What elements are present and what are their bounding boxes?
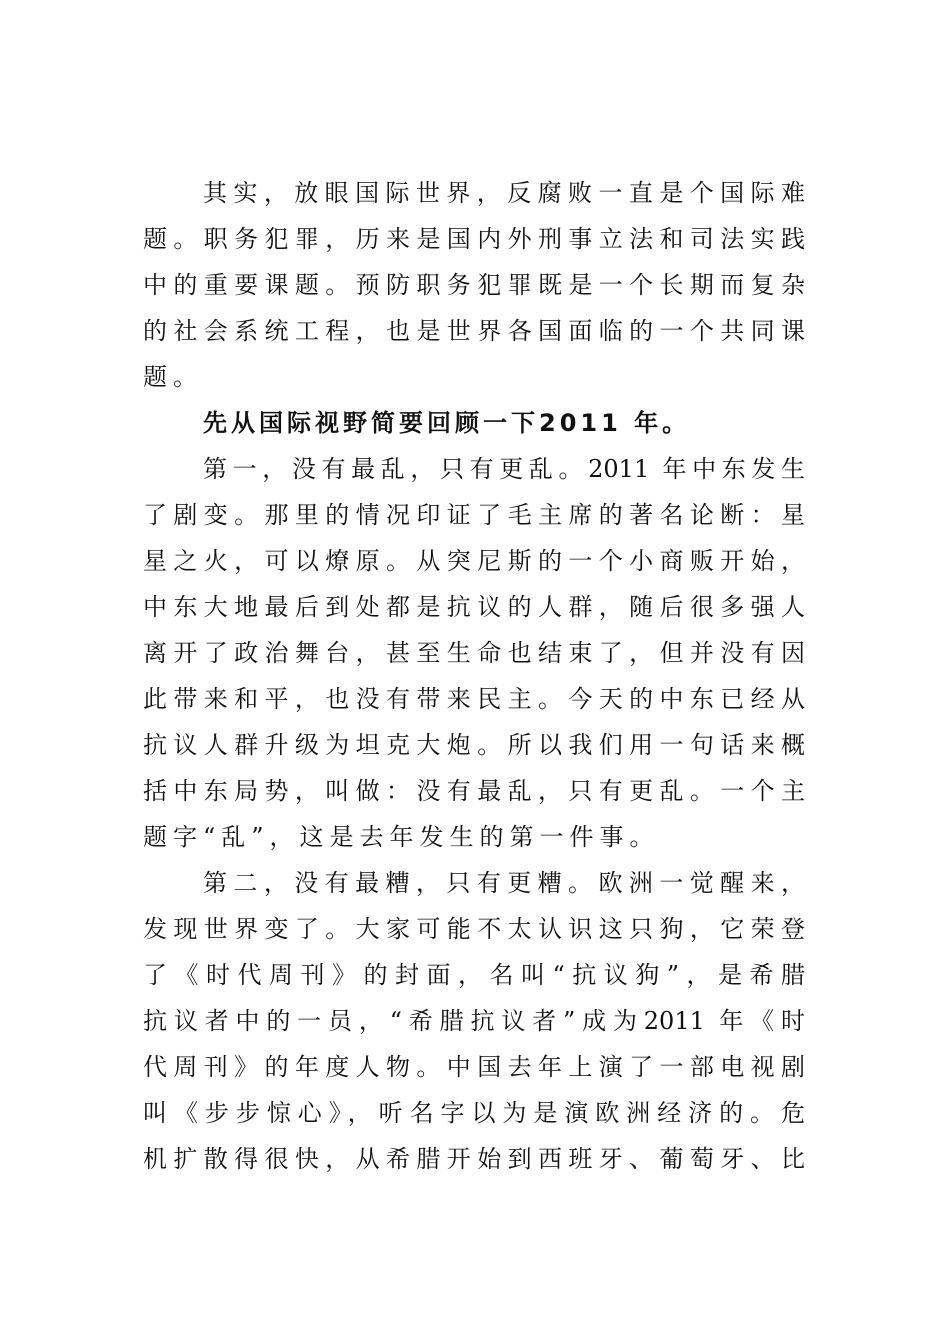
paragraph-3-line-8: 括中东局势，叫做：没有最乱，只有更乱。一个主 bbox=[143, 777, 805, 805]
paragraph-4-line-7: 机扩散得很快，从希腊开始到西班牙、葡萄牙、比 bbox=[143, 1145, 805, 1173]
paragraph-3-line-6: 此带来和平，也没有带来民主。今天的中东已经从 bbox=[143, 685, 805, 713]
paragraph-3-line-9: 题字“乱”，这是去年发生的第一件事。 bbox=[143, 823, 660, 851]
paragraph-4-line-5: 代周刊》的年度人物。中国去年上演了一部电视剧 bbox=[143, 1053, 805, 1081]
paragraph-1-line-5: 题。 bbox=[143, 363, 203, 391]
paragraph-1-line-1: 其实，放眼国际世界，反腐败一直是个国际难 bbox=[203, 179, 805, 207]
paragraph-4-line-4: 抗议者中的一员，“希腊抗议者”成为2011 年《时 bbox=[143, 1007, 805, 1035]
paragraph-4-line-3: 了《时代周刊》的封面，名叫“抗议狗”，是希腊 bbox=[143, 961, 805, 989]
paragraph-3-line-2: 了剧变。那里的情况印证了毛主席的著名论断：星 bbox=[143, 501, 805, 529]
paragraph-4-line-6: 叫《步步惊心》，听名字以为是演欧洲经济的。危 bbox=[143, 1099, 805, 1127]
paragraph-4-line-1: 第二，没有最糟，只有更糟。欧洲一觉醒来， bbox=[203, 869, 805, 897]
paragraph-1-line-4: 的社会系统工程，也是世界各国面临的一个共同课 bbox=[143, 317, 805, 345]
paragraph-3-line-1: 第一，没有最乱，只有更乱。2011 年中东发生 bbox=[203, 455, 805, 483]
paragraph-3-line-4: 中东大地最后到处都是抗议的人群，随后很多强人 bbox=[143, 593, 805, 621]
paragraph-1-line-2: 题。职务犯罪，历来是国内外刑事立法和司法实践 bbox=[143, 225, 805, 253]
paragraph-4-line-2: 发现世界变了。大家可能不太认识这只狗，它荣登 bbox=[143, 915, 805, 943]
paragraph-3-line-7: 抗议人群升级为坦克大炮。所以我们用一句话来概 bbox=[143, 731, 805, 759]
paragraph-3-line-3: 星之火，可以燎原。从突尼斯的一个小商贩开始， bbox=[143, 547, 805, 575]
section-heading: 先从国际视野简要回顾一下2011 年。 bbox=[203, 409, 691, 437]
paragraph-3-line-5: 离开了政治舞台，甚至生命也结束了，但并没有因 bbox=[143, 639, 805, 667]
paragraph-1-line-3: 中的重要课题。预防职务犯罪既是一个长期而复杂 bbox=[143, 271, 805, 299]
